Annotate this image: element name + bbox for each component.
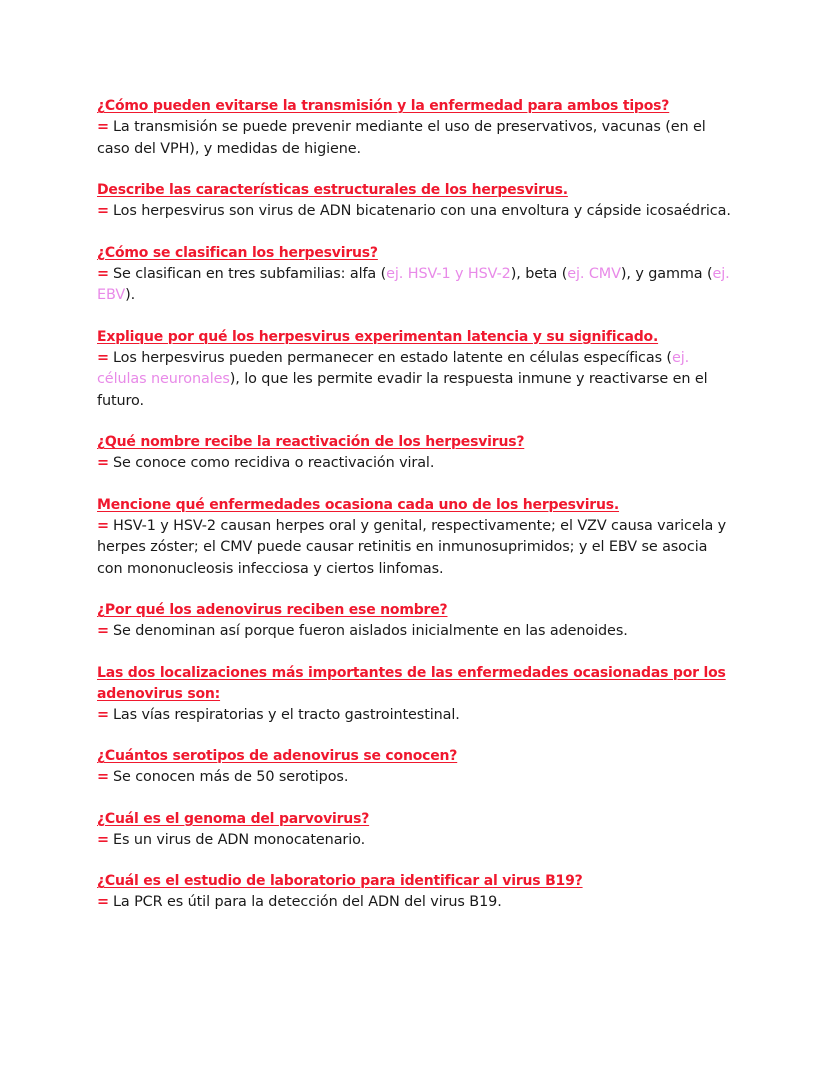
answer-segment: HSV-1 y HSV-2 causan herpes oral y genital, respectivamente; el VZV causa varicela y herpes zóster; el CMV puede causar retinitis en inmunosuprimidos; y el EBV se asocia con mononucleosis infecciosa y ciertos linfomas. bbox=[97, 517, 727, 577]
document-page bbox=[97, 96, 737, 934]
answer-text bbox=[97, 348, 737, 413]
answer-segment: Las vías respiratorias y el tracto gastrointestinal. bbox=[112, 706, 460, 723]
answer-text bbox=[97, 516, 737, 581]
answer-text bbox=[97, 830, 737, 852]
qa-block bbox=[97, 809, 737, 852]
equals-bullet-icon: = bbox=[97, 455, 109, 471]
answer-segment: ), beta ( bbox=[510, 265, 568, 282]
equals-bullet-icon: = bbox=[97, 769, 109, 785]
answer-segment: ). bbox=[125, 287, 136, 303]
answer-segment: Es un virus de ADN monocatenario. bbox=[112, 831, 366, 848]
answer-text bbox=[97, 621, 737, 643]
equals-bullet-icon: = bbox=[97, 623, 109, 639]
equals-bullet-icon: = bbox=[97, 203, 109, 219]
answer-segment: Se conocen más de 50 serotipos. bbox=[112, 769, 349, 785]
qa-block bbox=[97, 96, 737, 160]
qa-block bbox=[97, 327, 737, 413]
qa-block bbox=[97, 663, 737, 727]
qa-block bbox=[97, 600, 737, 643]
qa-block bbox=[97, 495, 737, 581]
question-heading: ¿Cómo pueden evitarse la transmisión y la enfermedad para ambos tipos? bbox=[97, 98, 670, 114]
question-heading: Describe las características estructurales de los herpesvirus. bbox=[97, 182, 568, 198]
answer-text bbox=[97, 201, 737, 223]
answer-segment: ), y gamma ( bbox=[620, 265, 713, 282]
equals-bullet-icon: = bbox=[97, 831, 109, 848]
answer-segment: Se clasifican en tres subfamilias: alfa ( bbox=[112, 265, 387, 282]
answer-segment: ), lo que les permite evadir la respuesta inmune y reactivarse en el futuro. bbox=[97, 371, 708, 409]
question-heading: ¿Cuál es el genoma del parvovirus? bbox=[97, 810, 370, 827]
answer-segment: La transmisión se puede prevenir mediante el uso de preservativos, vacunas (en el caso del VPH), y medidas de higiene. bbox=[97, 119, 706, 157]
qa-block bbox=[97, 243, 737, 307]
equals-bullet-icon: = bbox=[97, 265, 109, 282]
equals-bullet-icon: = bbox=[97, 894, 109, 910]
answer-text bbox=[97, 117, 737, 160]
answer-text bbox=[97, 264, 737, 307]
answer-text bbox=[97, 453, 737, 475]
equals-bullet-icon: = bbox=[97, 349, 109, 366]
example-text: ej. células neuronales bbox=[97, 349, 690, 387]
question-heading: Mencione qué enfermedades ocasiona cada uno de los herpesvirus. bbox=[97, 496, 620, 513]
question-heading: ¿Por qué los adenovirus reciben ese nombre? bbox=[97, 602, 448, 618]
qa-block bbox=[97, 746, 737, 789]
question-heading: ¿Cuál es el estudio de laboratorio para identificar al virus B19? bbox=[97, 873, 583, 889]
question-heading: ¿Cómo se clasifican los herpesvirus? bbox=[97, 244, 378, 261]
answer-segment: Se conoce como recidiva o reactivación viral. bbox=[112, 455, 435, 471]
answer-text bbox=[97, 767, 737, 789]
equals-bullet-icon: = bbox=[97, 706, 109, 723]
answer-segment: Los herpesvirus pueden permanecer en estado latente en células específicas ( bbox=[112, 349, 672, 366]
answer-segment: Se denominan así porque fueron aislados inicialmente en las adenoides. bbox=[112, 623, 628, 639]
example-text: ej. EBV bbox=[97, 265, 730, 303]
equals-bullet-icon: = bbox=[97, 119, 109, 135]
qa-block bbox=[97, 180, 737, 223]
question-heading: ¿Qué nombre recibe la reactivación de los herpesvirus? bbox=[97, 434, 525, 450]
answer-segment: Los herpesvirus son virus de ADN bicatenario con una envoltura y cápside icosaédrica. bbox=[112, 203, 731, 219]
answer-text bbox=[97, 892, 737, 914]
question-heading: Las dos localizaciones más importantes de las enfermedades ocasionadas por los adenovirus son: bbox=[97, 664, 726, 702]
question-heading: ¿Cuántos serotipos de adenovirus se conocen? bbox=[97, 748, 458, 764]
qa-block bbox=[97, 432, 737, 475]
qa-block bbox=[97, 871, 737, 914]
example-text: ej. HSV-1 y HSV-2 bbox=[386, 265, 511, 282]
answer-text bbox=[97, 705, 737, 727]
question-heading: Explique por qué los herpesvirus experimentan latencia y su significado. bbox=[97, 328, 659, 345]
equals-bullet-icon: = bbox=[97, 517, 109, 534]
example-text: ej. CMV bbox=[567, 265, 621, 282]
answer-segment: La PCR es útil para la detección del ADN del virus B19. bbox=[112, 894, 502, 910]
